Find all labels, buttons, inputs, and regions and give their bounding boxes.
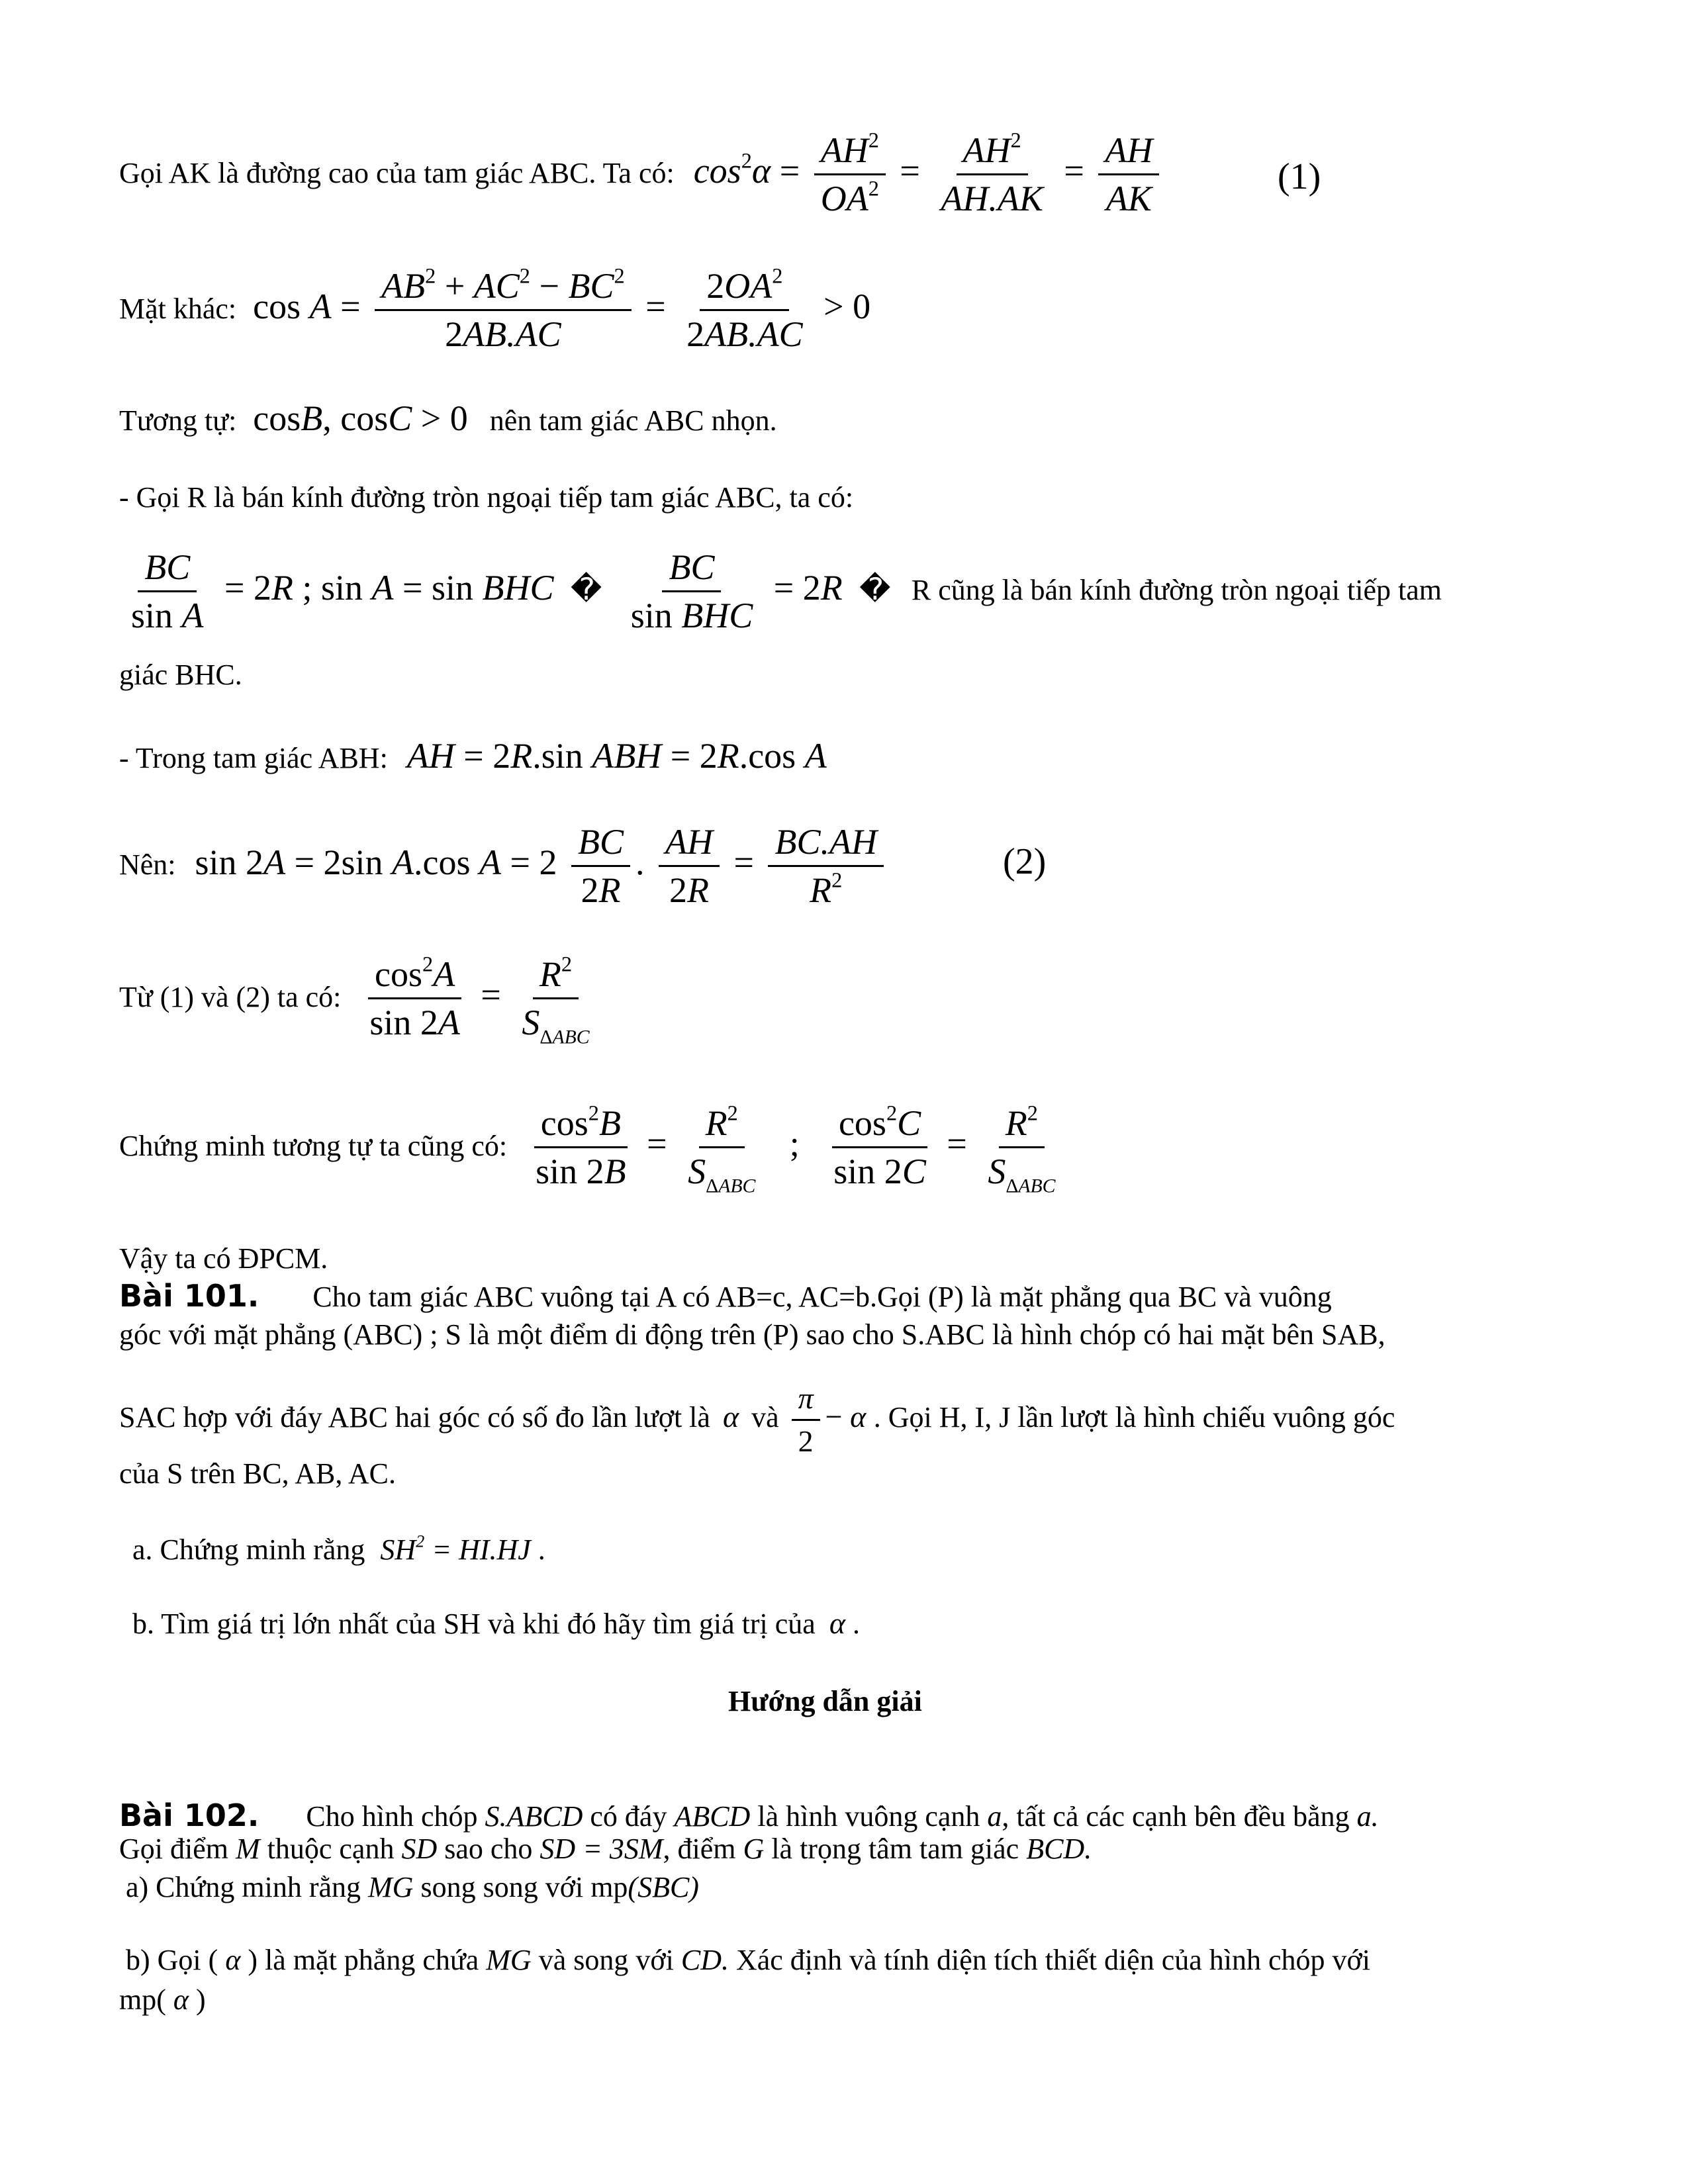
semicolon: ; xyxy=(789,1123,800,1163)
conclusion-text: nên tam giác ABC nhọn. xyxy=(489,404,777,437)
bai101-text: . Gọi H, I, J lần lượt là hình chiếu vuông góc xyxy=(873,1401,1395,1434)
bai102-text: a) Chứng minh rằng xyxy=(126,1871,361,1903)
bai101-text: SAC hợp với đáy ABC hai góc có số đo lần lượt là xyxy=(119,1401,710,1434)
formula-ratio-B-C: $\frac{\cos^2B}{\sin 2B}$ = $\frac{R^2}{S_{\Delta ABC}}$ ; $\frac{\cos^2C}{\sin 2C}$ = $\frac{R^2}{S_{\Delta ABC}}$ xyxy=(524,1124,1067,1163)
bai102-line2 xyxy=(119,1835,1092,1864)
semicolon: ; xyxy=(302,567,312,608)
formula-AH: AH = 2R.sin ABH = 2R.cos A xyxy=(406,736,827,776)
bai102-text: b) Gọi ( xyxy=(126,1944,218,1976)
bai101-text: Cho tam giác ABC vuông tại A có AB=c, AC=b.Gọi (P) là mặt phẳng qua BC và vuông xyxy=(312,1281,1332,1313)
bai102-question-a xyxy=(126,1873,699,1902)
bai102-question-b-cont xyxy=(119,1985,206,2015)
line-from-1-2 xyxy=(119,952,602,1048)
bai102-math: BCD. xyxy=(1026,1833,1092,1865)
formula-sine-law: $\frac{BC}{\text{sin A}}$ = 2R ; sin A = sin BHC � $\frac{BC}{\text{sin BHC}}$ = 2R � xyxy=(131,547,891,635)
bai102-math: ABCD xyxy=(674,1800,751,1833)
formula-cosB-cosC: cosB, cosC > 0 xyxy=(253,398,468,438)
bai101-line2: góc với mặt phẳng (ABC) ; S là một điểm di động trên (P) sao cho S.ABC là hình chóp có hai mặt bên SAB, xyxy=(119,1318,1385,1351)
question-b-text: b. Tìm giá trị lớn nhất của SH và khi đó hãy tìm giá trị của xyxy=(132,1608,816,1640)
bai102-text: có đáy xyxy=(590,1800,667,1833)
intro-text: - Trong tam giác ABH: xyxy=(119,742,388,774)
intro-text: Nên: xyxy=(119,848,176,881)
bai101-line1 xyxy=(119,1278,1332,1314)
bai102-text: ) là mặt phẳng chứa xyxy=(248,1944,479,1976)
bai102-math: M xyxy=(235,1833,260,1865)
intro-text: Tương tự: xyxy=(119,404,237,437)
line-abh xyxy=(119,738,827,774)
replacement-glyph: � xyxy=(571,570,602,607)
bai102-text: và song với xyxy=(538,1944,674,1976)
bai102-text: sao cho xyxy=(444,1833,533,1865)
line-sine-law-cont xyxy=(119,660,242,690)
intro-text: Gọi AK là đường cao của tam giác ABC. Ta có: xyxy=(119,156,675,189)
equation-tag-2: (2) xyxy=(1003,841,1047,882)
bai101-label: Bài 101. xyxy=(119,1278,259,1314)
alpha-symbol: α xyxy=(829,1606,845,1640)
intro-text: Chứng minh tương tự ta cũng có: xyxy=(119,1129,508,1162)
bai102-math: a. xyxy=(1356,1800,1379,1833)
bai102-math: MG xyxy=(368,1871,414,1903)
line-cos-a xyxy=(119,264,871,354)
bai102-text: Xác định và tính diện tích thiết diện của hình chóp với xyxy=(735,1944,1370,1976)
line-similarly xyxy=(119,1101,1067,1197)
alpha-symbol: α xyxy=(722,1400,739,1434)
question-a-text: a. Chứng minh rằng xyxy=(132,1533,365,1566)
alpha-symbol: α xyxy=(218,1944,248,1976)
bai102-math: MG xyxy=(486,1944,532,1976)
formula-SH2: $SH^2 = HI.HJ$ xyxy=(380,1531,531,1566)
conclusion: Vậy ta có ĐPCM. xyxy=(119,1242,328,1275)
bai102-math: S.ABCD xyxy=(485,1800,583,1833)
bai102-math: (SBC) xyxy=(628,1871,699,1903)
bai102-text: , tất cả các cạnh bên đều bằng xyxy=(1002,1800,1350,1833)
bai101-line3 xyxy=(119,1383,1395,1457)
line-sin2a xyxy=(119,824,889,908)
alpha-symbol: α xyxy=(165,1983,196,2016)
replacement-glyph: � xyxy=(859,570,891,607)
bai102-math: SD xyxy=(401,1833,438,1865)
bai102-math: a xyxy=(987,1800,1002,1833)
tail-text: R cũng là bán kính đường tròn ngoại tiếp tam xyxy=(911,573,1442,606)
bai102-question-b xyxy=(126,1946,1370,1975)
equation-tag-1: (1) xyxy=(1278,156,1321,197)
bai102-text: song song với mp xyxy=(420,1871,628,1903)
line-cos-alpha xyxy=(119,128,1164,218)
bai102-text: Gọi điểm xyxy=(119,1833,228,1865)
formula-cosA: cos A = $\frac{AB^2 + AC^2 - BC^2}{2AB.AC}$ = $\frac{2OA^2}{2AB.AC}$ > 0 xyxy=(253,264,871,354)
bai102-text: mp( xyxy=(119,1983,166,2016)
formula-sin2A: sin 2A = 2sin A.cos A = 2 $\frac{BC}{2R}$ . $\frac{AH}{2R}$ = $\frac{BC.AH}{R^2}$ xyxy=(195,842,889,882)
line-similar xyxy=(119,400,777,436)
bai102-math: G xyxy=(743,1833,765,1865)
bai102-line1 xyxy=(119,1797,1379,1833)
formula-pi-half-minus-alpha: $\frac{\pi}{2}$ − α xyxy=(786,1400,874,1433)
bai102-text: là trọng tâm tam giác xyxy=(771,1833,1019,1865)
formula-cos2alpha: $\cos^2\alpha$ = $\frac{AH^2}{OA^2}$ = $\frac{AH^2}{AH.AK}$ = $\frac{AH}{AK}$ xyxy=(694,151,1165,191)
intro-text: Mặt khác: xyxy=(119,292,237,325)
intro-text: Từ (1) và (2) ta có: xyxy=(119,980,342,1013)
bai101-question-a: a. Chứng minh rằng $SH^2 = HI.HJ$ . xyxy=(132,1531,545,1566)
intro-text: - Gọi R là bán kính đường tròn ngoại tiếp tam giác ABC, ta có: xyxy=(119,481,854,514)
bai102-math: CD. xyxy=(680,1944,729,1976)
formula-ratio-A: $\frac{\cos^2A}{\sin 2A}$ = $\frac{R^2}{S_{\Delta ABC}}$ xyxy=(357,975,601,1015)
solution-heading: Hướng dẫn giải xyxy=(728,1685,922,1717)
bai102-text: , điểm xyxy=(663,1833,736,1865)
bai101-line4: của S trên BC, AB, AC. xyxy=(119,1457,397,1490)
bai102-text: thuộc cạnh xyxy=(267,1833,395,1865)
bai102-label: Bài 102. xyxy=(119,1797,259,1833)
bai101-question-b: b. Tìm giá trị lớn nhất của SH và khi đó hãy tìm giá trị của α . xyxy=(132,1606,860,1640)
bai102-math: SD = 3SM xyxy=(539,1833,663,1865)
bai102-text: ) xyxy=(196,1983,206,2016)
bai101-text: và xyxy=(751,1401,779,1434)
line-radius-intro xyxy=(119,483,853,512)
bai102-text: Cho hình chóp xyxy=(306,1800,478,1833)
line-sine-law xyxy=(119,549,1442,633)
bai102-text: là hình vuông cạnh xyxy=(757,1800,980,1833)
continuation-text: giác BHC. xyxy=(119,659,242,691)
